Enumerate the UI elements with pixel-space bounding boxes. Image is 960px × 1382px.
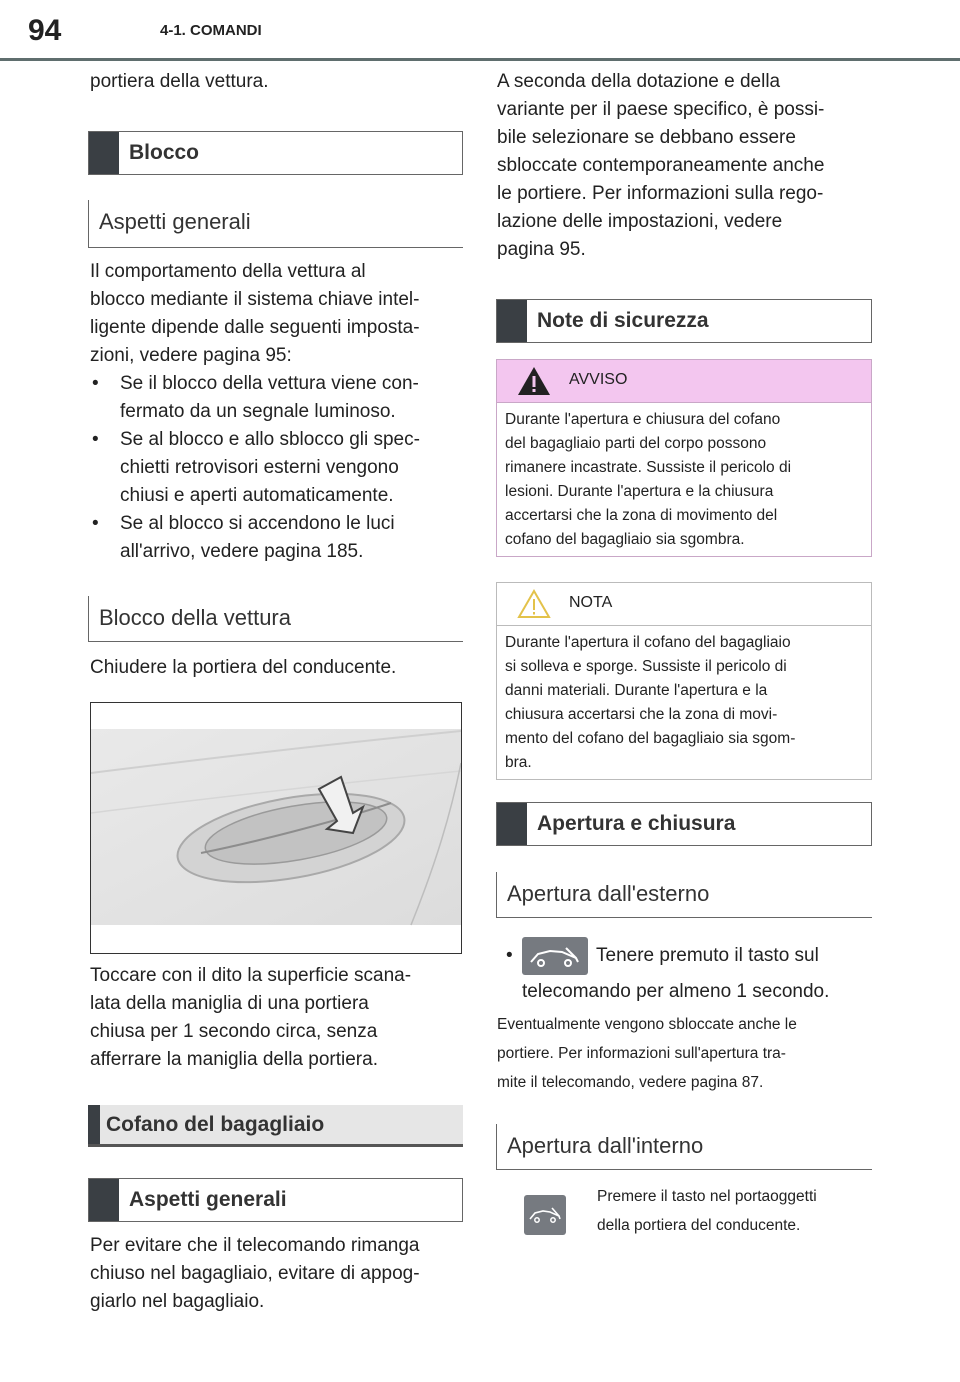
caution-triangle-icon — [517, 589, 551, 619]
trunk-key-icon — [522, 937, 588, 975]
page-number: 94 — [28, 14, 62, 47]
section-cofano: Cofano del bagagliaio — [88, 1105, 463, 1147]
door-handle-figure — [90, 702, 462, 954]
door-handle-illustration — [91, 703, 461, 953]
bullet-list — [90, 370, 470, 566]
section-aspetti-generali-2: Aspetti generali — [88, 1178, 463, 1222]
warning-triangle-icon — [517, 366, 551, 396]
list-item: • Se il blocco della vettura viene con- fermato da un segnale luminoso. — [92, 373, 419, 422]
para-comportamento: Il comportamento della vettura al blocco mediante il sistema chiave intel- ligente dipende dalle seguenti imposta- zioni, vedere pagina 95: — [90, 261, 420, 366]
intro-text: portiera della vettura. — [90, 71, 269, 92]
subsection-aspetti-generali: Aspetti generali — [88, 200, 463, 248]
list-item: • Se al blocco si accendono le luci all'arrivo, vedere pagina 185. — [92, 513, 395, 562]
bullet-dot: • — [506, 945, 513, 966]
note-box — [496, 582, 872, 780]
avviso-title: AVVISO — [569, 371, 628, 388]
avviso-text: Durante l'apertura e chiusura del cofano del bagagliaio parti del corpo possono rimanere incastrate. Sussiste il pericolo di lesioni. Durante l'apertura e la chiusura accertarsi che la zona di movimento del cofano del bagagliaio sia sgombra. — [505, 411, 792, 548]
tenere-line2: telecomando per almeno 1 secondo. — [522, 981, 830, 1002]
subsection-blocco-vettura: Blocco della vettura — [88, 596, 463, 642]
tenere-line1: Tenere premuto il tasto sul — [596, 945, 819, 966]
para-seconda: A seconda della dotazione e della variante per il paese specifico, è possi- bile selezionare se debbano essere sbloccate contemporaneamente anche le portiere. Per informazioni sulla rego- lazione delle impostazioni, vedere pagina 95. — [497, 71, 825, 260]
section-apertura-chiusura: Apertura e chiusura — [496, 802, 872, 846]
para-toccare: Toccare con il dito la superficie scana- lata della maniglia di una portiera chiusa per 1 secondo circa, senza afferrare la maniglia della portiera. — [90, 965, 412, 1070]
subsection-apertura-esterno: Apertura dall'esterno — [496, 872, 872, 918]
nota-text: Durante l'apertura il cofano del bagagliaio si solleva e sporge. Sussiste il pericolo di danni materiali. Durante l'apertura e la chiusura accertarsi che la zona di movi- mento del cofano del bagagliaio sia sgom- bra. — [505, 634, 796, 771]
section-note-sicurezza: Note di sicurezza — [496, 299, 872, 343]
nota-title: NOTA — [569, 594, 613, 611]
para-eventualmente: Eventualmente vengono sbloccate anche le portiere. Per informazioni sull'apertura tra- mite il telecomando, vedere pagina 87. — [497, 1016, 797, 1091]
subsection-apertura-interno: Apertura dall'interno — [496, 1124, 872, 1170]
warning-box — [496, 359, 872, 557]
header-rule — [0, 58, 960, 61]
chapter-title: 4-1. COMANDI — [160, 22, 262, 39]
premere-text: Premere il tasto nel portaoggetti della portiera del conducente. — [597, 1188, 817, 1234]
para-evitare: Per evitare che il telecomando rimanga chiuso nel bagagliaio, evitare di appog- giarlo nel bagagliaio. — [90, 1235, 420, 1312]
chiudere-text: Chiudere la portiera del conducente. — [90, 657, 397, 678]
section-blocco — [88, 131, 463, 175]
section-blocco-label: Blocco — [129, 141, 200, 164]
trunk-button-icon — [524, 1195, 566, 1235]
list-item: • Se al blocco e allo sblocco gli spec- chietti retrovisori esterni vengono chiusi e aperti automaticamente. — [92, 429, 420, 506]
